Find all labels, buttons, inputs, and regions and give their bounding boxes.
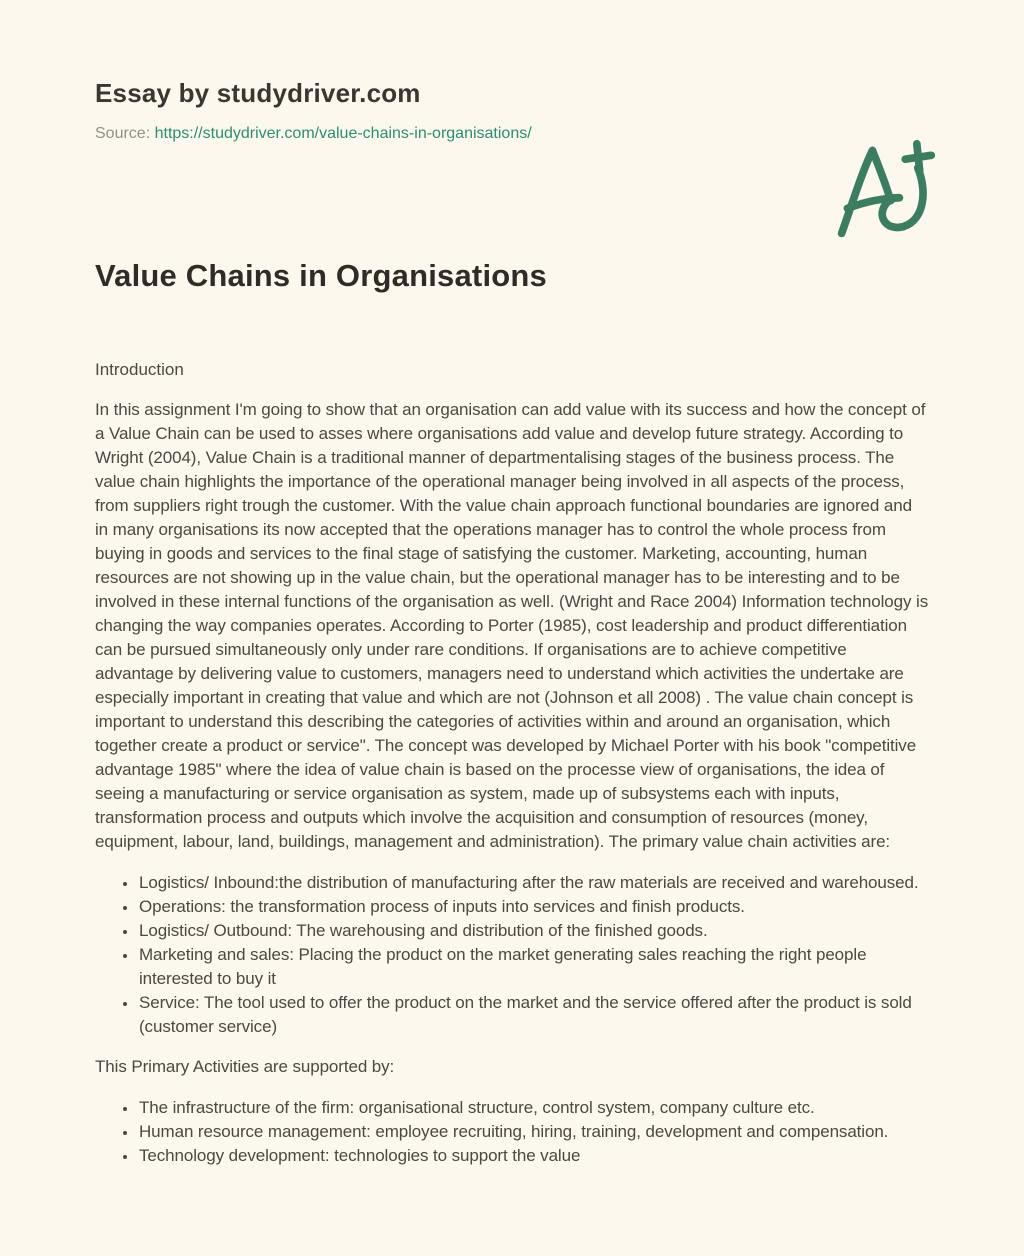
list-item: • Logistics/ Inbound:the distribution of manufacturing after the raw materials are received and warehoused. — [138, 871, 929, 895]
source-url-link[interactable]: https://studydriver.com/value-chains-in-organisations/ — [154, 125, 532, 142]
list-item: • Logistics/ Outbound: The warehousing and distribution of the finished goods. — [138, 919, 929, 943]
source-label: Source: — [95, 125, 151, 142]
support-intro-text: This Primary Activities are supported by: — [95, 1057, 395, 1076]
essay-page — [0, 78, 1024, 1256]
list-item: • The infrastructure of the firm: organisational structure, control system, company culture etc. — [138, 1096, 929, 1120]
source-line — [95, 124, 929, 144]
list-item: • Marketing and sales: Placing the product on the market generating sales reaching the right people interested to buy it — [138, 943, 929, 991]
essay-title: Value Chains in Organisations — [95, 258, 547, 293]
list-item: • Operations: the transformation process of inputs into services and finish products. — [138, 895, 929, 919]
support-activities-list — [95, 1096, 929, 1168]
list-item: • Human resource management: employee recruiting, hiring, training, development and compensation. — [138, 1120, 929, 1144]
section-heading-introduction: Introduction — [95, 360, 184, 379]
primary-activities-list — [95, 871, 929, 1039]
list-item: • Technology development: technologies to support the value — [138, 1144, 929, 1168]
page-title: Essay by studydriver.com — [95, 78, 421, 108]
list-item: • Service: The tool used to offer the product on the market and the service offered after the product is sold (customer service) — [138, 991, 929, 1039]
studydriver-a-plus-logo — [832, 140, 938, 242]
intro-paragraph: In this assignment I'm going to show that an organisation can add value with its success and how the concept of a Value Chain can be used to asses where organisations add value and develop future strategy. According to Wright (2004), Value Chain is a traditional manner of departmentalising stages of the business process. The value chain highlights the importance of the operational manager being involved in all aspects of the process, from suppliers right trough the customer. With the value chain approach functional boundaries are ignored and in many organisations its now accepted that the operations manager has to control the whole process from buying in goods and services to the final stage of satisfying the customer. Marketing, accounting, human resources are not showing up in the value chain, but the operational manager has to be interesting and to be involved in these internal functions of the organisation as well. (Wright and Race 2004) Information technology is changing the way companies operates. According to Porter (1985), cost leadership and product differentiation can be pursued simultaneously only under rare conditions. If organisations are to achieve competitive advantage by delivering value to customers, managers need to understand which activities the undertake are especially important in creating that value and which are not (Johnson et all 2008) . The value chain concept is important to understand this describing the categories of activities within and around an organisation, which together create a product or service". The concept was developed by Michael Porter with his book "competitive advantage 1985" where the idea of value chain is based on the processe view of organisations, the idea of seeing a manufacturing or service organisation as system, made up of subsystems each with inputs, transformation process and outputs which involve the acquisition and consumption of resources (money, equipment, labour, land, buildings, management and administration). The primary value chain activities are: — [95, 400, 929, 851]
